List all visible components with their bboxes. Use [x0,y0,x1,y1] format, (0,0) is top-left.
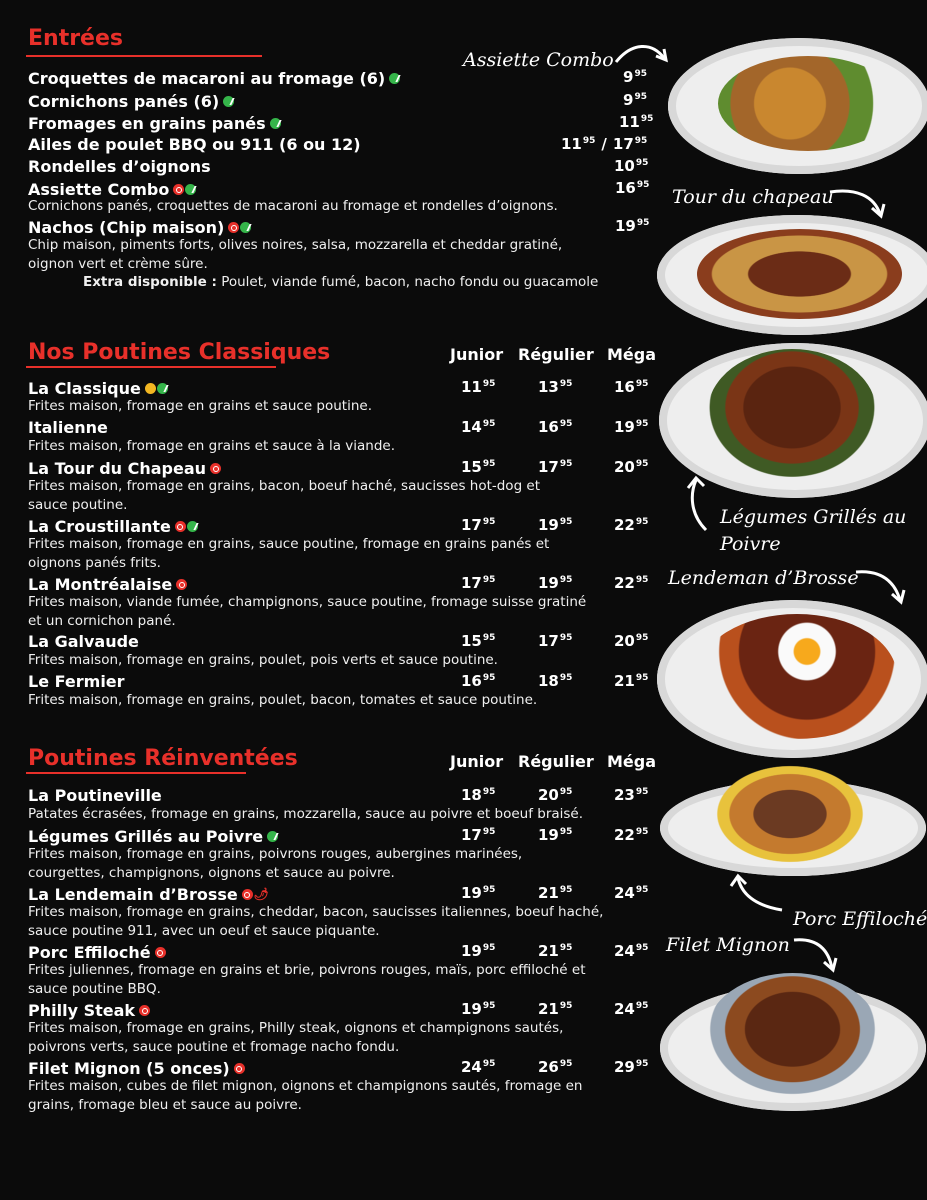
menu-item: La Montréalaise [28,574,188,594]
menu-item: Légumes Grillés au Poivre [28,826,279,846]
arrow-icon [684,474,714,534]
menu-item: Ailes de poulet BBQ ou 911 (6 ou 12) [28,135,361,154]
item-price: $15^{95}$ [461,458,496,476]
photo-label-porc-effiloche: Porc Effiloché [793,908,927,930]
title-underline [26,366,276,368]
chef-icon [173,184,184,195]
column-header-regulier: Régulier [518,752,594,771]
photo-label-legumes-line1: Légumes Grillés au [720,506,907,528]
item-price: $11^{95}$ [619,113,654,131]
menu-item: Assiette Combo [28,179,197,199]
item-description: Frites maison, cubes de filet mignon, oignons et champignons sautés, fromage en [28,1078,583,1094]
chef-icon [234,1063,245,1074]
menu-item: Nachos (Chip maison) [28,217,252,237]
item-description: Frites maison, viande fumée, champignons, sauce poutine, fromage suisse gratiné [28,594,587,610]
item-description: Patates écrasées, fromage en grains, mozzarella, sauce au poivre et boeuf braisé. [28,806,584,822]
menu-item: Filet Mignon (5 onces) [28,1058,246,1078]
item-price: $24^{95}$ [614,1000,649,1018]
item-price: $19^{95}$ [538,826,573,844]
menu-item: Italienne [28,418,108,437]
arrow-icon [826,186,886,220]
menu-item: Rondelles d’oignons [28,157,211,176]
food-photo-filet-mignon [660,985,926,1111]
item-price: $29^{95}$ [614,1058,649,1076]
item-description: Frites maison, fromage en grains et sauce poutine. [28,398,372,414]
item-price: $19^{95}$ [538,516,573,534]
menu-item: Le Fermier [28,672,125,691]
photo-label-lendeman-brosse: Lendeman d’Brosse [668,567,859,589]
menu-item: Croquettes de macaroni au fromage (6) [28,68,401,88]
menu-item: La Croustillante [28,516,199,536]
item-description: Frites maison, fromage en grains, cheddar, bacon, saucisses italiennes, boeuf haché, [28,904,604,920]
veg-icon [185,184,196,195]
item-price: $17^{95}$ [461,574,496,592]
item-price: $17^{95}$ [461,826,496,844]
item-price: $9^{95}$ [623,91,647,109]
item-description: Frites juliennes, fromage en grains et brie, poivrons rouges, maïs, porc effiloché et [28,962,586,978]
item-price: $14^{95}$ [461,418,496,436]
chef-icon [155,947,166,958]
chef-icon [175,521,186,532]
menu-item: Cornichons panés (6) [28,91,235,111]
item-description: Frites maison, fromage en grains et sauce à la viande. [28,438,396,454]
menu-item: La Tour du Chapeau [28,458,222,478]
item-price: $24^{95}$ [614,884,649,902]
item-price: $18^{95}$ [538,672,573,690]
item-description: Cornichons panés, croquettes de macaroni au fromage et rondelles d’oignons. [28,198,558,214]
item-price: $21^{95}$ [538,1000,573,1018]
chef-icon [176,579,187,590]
item-price: $20^{95}$ [614,632,649,650]
item-description: courgettes, champignons, oignons et sauce au poivre. [28,865,395,881]
veg-icon [157,383,168,394]
item-description: Chip maison, piments forts, olives noires, salsa, mozzarella et cheddar gratiné, [28,237,563,253]
food-photo-lendeman-brosse [657,600,927,758]
item-description: poivrons verts, sauce poutine et fromage nacho fondu. [28,1039,400,1055]
veg-icon [389,73,400,84]
item-price: $19^{95}$ [461,884,496,902]
item-price: $17^{95}$ [461,516,496,534]
item-price: $16^{95}$ [615,179,650,197]
title-underline [26,772,246,774]
item-description: Frites maison, fromage en grains, sauce poutine, fromage en grains panés et [28,536,550,552]
item-description: oignons panés frits. [28,555,161,571]
item-description: Frites maison, fromage en grains, poivrons rouges, aubergines marinées, [28,846,523,862]
arrow-icon [612,40,672,70]
photo-label-legumes-line2: Poivre [720,533,781,555]
menu-item: Fromages en grains panés [28,113,282,133]
veg-icon [267,831,278,842]
column-header-junior: Junior [450,345,504,364]
section-title-reinventees: Poutines Réinventées [28,746,298,771]
item-price: $19^{95}$ [461,1000,496,1018]
item-price: $24^{95}$ [461,1058,496,1076]
menu-item: La Lendemain d’Brosse 🌶 [28,885,269,904]
item-description: sauce poutine. [28,497,128,513]
menu-item: La Classique [28,378,169,398]
food-photo-porc-effiloche [660,780,926,876]
item-price: $22^{95}$ [614,516,649,534]
menu-item: La Galvaude [28,632,139,651]
item-price: $19^{95}$ [538,574,573,592]
veg-icon [270,118,281,129]
item-price: $13^{95}$ [538,378,573,396]
menu-item: La Poutineville [28,786,162,805]
star-icon [145,383,156,394]
item-price: $17^{95}$ [538,458,573,476]
chef-icon [242,889,253,900]
column-header-mega: Méga [607,345,657,364]
extra-note: Extra disponible : Poulet, viande fumé, bacon, nacho fondu ou guacamole [83,274,599,290]
item-price: $22^{95}$ [614,826,649,844]
item-description: Frites maison, fromage en grains, poulet, pois verts et sauce poutine. [28,652,498,668]
veg-icon [223,96,234,107]
item-price: $15^{95}$ [461,632,496,650]
column-header-mega: Méga [607,752,657,771]
item-price: $17^{95}$ [538,632,573,650]
item-price: $19^{95}$ [615,217,650,235]
food-photo-tour-du-chapeau [657,215,927,335]
item-price: $16^{95}$ [614,378,649,396]
item-price: $24^{95}$ [614,942,649,960]
item-price: $23^{95}$ [614,786,649,804]
photo-label-assiette-combo: Assiette Combo [463,49,614,71]
spicy-icon: 🌶 [253,887,269,901]
item-price: $21^{95}$ [538,884,573,902]
item-description: Frites maison, fromage en grains, poulet, bacon, tomates et sauce poutine. [28,692,538,708]
item-price: $18^{95}$ [461,786,496,804]
menu-item: Philly Steak [28,1000,151,1020]
item-price: $9^{95}$ [623,68,647,86]
item-description: Frites maison, fromage en grains, Philly steak, oignons et champignons sautés, [28,1020,564,1036]
chef-icon [210,463,221,474]
item-description: sauce poutine 911, avec un oeuf et sauce piquante. [28,923,380,939]
section-title-classiques: Nos Poutines Classiques [28,340,331,365]
item-price: $19^{95}$ [461,942,496,960]
chef-icon [228,222,239,233]
item-price: $16^{95}$ [461,672,496,690]
veg-icon [187,521,198,532]
item-description: Frites maison, fromage en grains, bacon, boeuf haché, saucisses hot-dog et [28,478,541,494]
item-price: $20^{95}$ [538,786,573,804]
item-price: $20^{95}$ [614,458,649,476]
menu-item: Porc Effiloché [28,942,167,962]
arrow-icon [790,934,842,974]
item-description: et un cornichon pané. [28,613,176,629]
column-header-junior: Junior [450,752,504,771]
item-price: $21^{95}$ [614,672,649,690]
item-price: $16^{95}$ [538,418,573,436]
title-underline [26,55,262,57]
item-description: oignon vert et crème sûre. [28,256,208,272]
photo-label-tour-du-chapeau: Tour du chapeau [672,186,834,208]
item-description: grains, fromage bleu et sauce au poivre. [28,1097,302,1113]
arrow-icon [728,872,788,916]
food-photo-assiette-combo [668,38,927,174]
item-price: $19^{95}$ [614,418,649,436]
item-price: $21^{95}$ [538,942,573,960]
arrow-icon [852,566,908,606]
item-price: $11^{95} / 17^{95}$ [561,135,648,153]
photo-label-filet-mignon: Filet Mignon [666,934,790,956]
column-header-regulier: Régulier [518,345,594,364]
item-price: $11^{95}$ [461,378,496,396]
section-title-entrees: Entrées [28,26,123,51]
item-price: $10^{95}$ [614,157,649,175]
veg-icon [240,222,251,233]
item-price: $22^{95}$ [614,574,649,592]
item-description: sauce poutine BBQ. [28,981,161,997]
chef-icon [139,1005,150,1016]
item-price: $26^{95}$ [538,1058,573,1076]
